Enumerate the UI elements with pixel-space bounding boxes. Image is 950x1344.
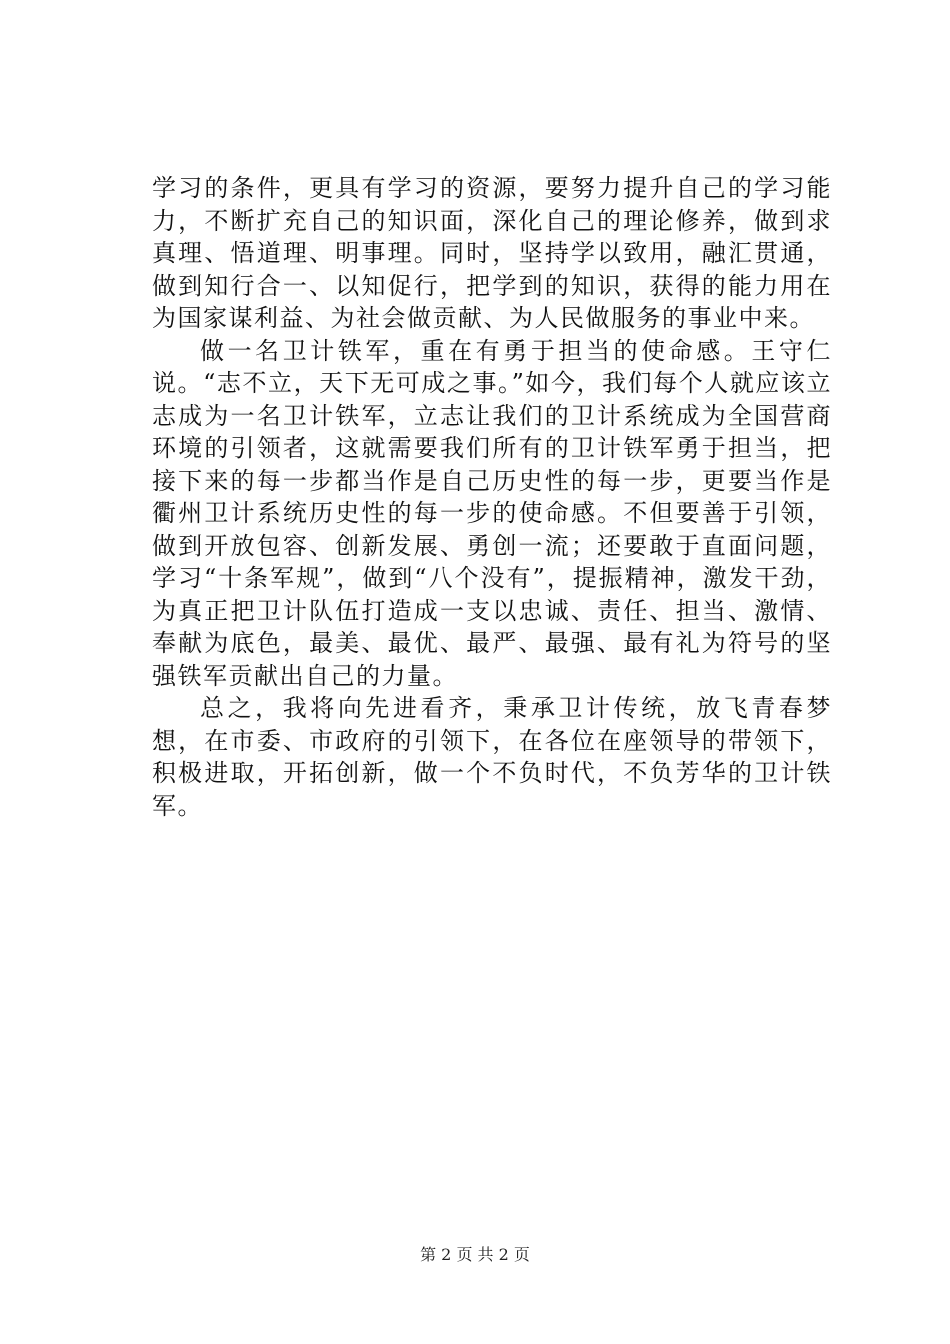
document-body	[152, 172, 832, 822]
paragraph-conclusion: 总之，我将向先进看齐，秉承卫计传统，放飞青春梦想，在市委、市政府的引领下，在各位在座领导的带领下，积极进取，开拓创新，做一个不负时代，不负芳华的卫计铁军。	[152, 694, 832, 820]
page-footer	[0, 1244, 950, 1266]
paragraph-mission: 做一名卫计铁军，重在有勇于担当的使命感。王守仁说。“志不立，天下无可成之事。”如今，我们每个人就应该立志成为一名卫计铁军，立志让我们的卫计系统成为全国营商环境的引领者，这就需要我们所有的卫计铁军勇于担当，把接下来的每一步都当作是自己历史性的每一步，更要当作是衢州卫计系统历史性的每一步的使命感。不但要善于引领，做到开放包容、创新发展、勇创一流；还要敢于直面问题，学习“十条军规”，做到“八个没有”，提振精神，激发干劲，为真正把卫计队伍打造成一支以忠诚、责任、担当、激情、奉献为底色，最美、最优、最严、最强、最有礼为符号的坚强铁军贡献出自己的力量。	[152, 336, 832, 690]
paragraph-continuation: 学习的条件，更具有学习的资源，要努力提升自己的学习能力，不断扩充自己的知识面，深化自己的理论修养，做到求真理、悟道理、明事理。同时，坚持学以致用，融汇贯通，做到知行合一、以知促行，把学到的知识，获得的能力用在为国家谋利益、为社会做贡献、为人民做服务的事业中来。	[152, 174, 832, 332]
page-number: 第 2 页 共 2 页	[420, 1245, 530, 1264]
